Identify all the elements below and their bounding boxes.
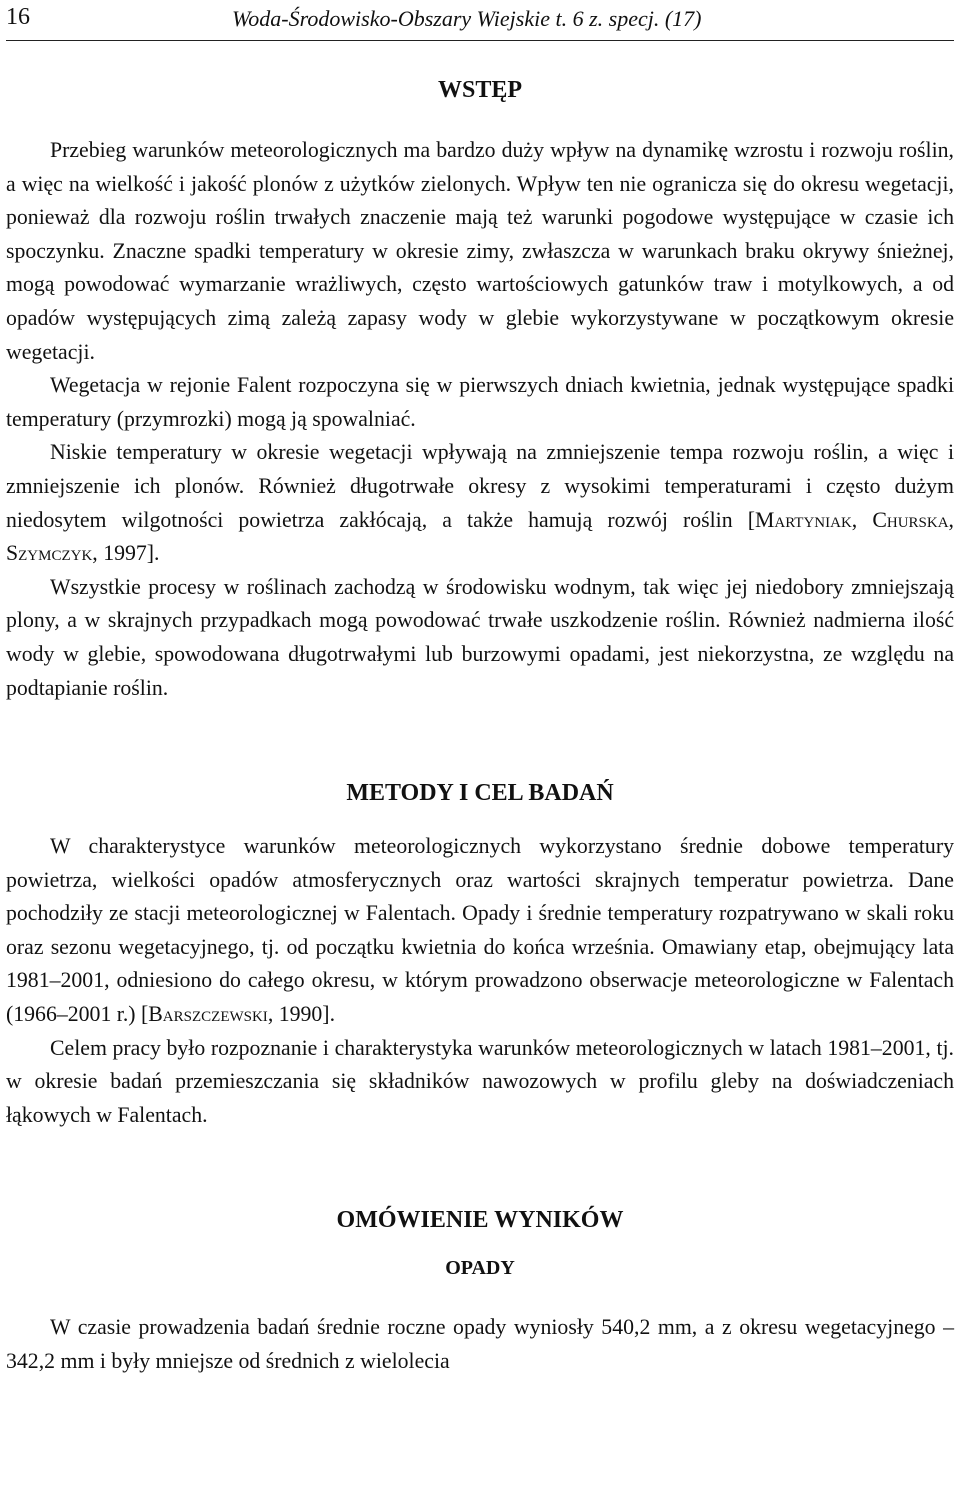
paragraph-wstep-3 bbox=[6, 436, 954, 570]
paragraph-metody-1 bbox=[6, 830, 954, 1032]
paragraph-wstep-1: Przebieg warunków meteorologicznych ma bardzo duży wpływ na dynamikę wzrostu i rozwoju roślin, a więc na wielkość i jakość plonów z użytków zielonych. Wpływ ten nie ogranicza się do okresu wegetacji, ponieważ dla rozwoju roślin trwałych znaczenie mają też warunki pogodowe występujące w czasie ich spoczynku. Znaczne spadki temperatury w okresie zimy, zwłaszcza w warunkach braku okrywy śnieżnej, mogą powodować wymarzanie wrażliwych, często wartościowych gatunków traw i motylkowych, a od opadów występujących zimą zależą zapasy wody w glebie wykorzystywane w początkowym okresie wegetacji. bbox=[6, 138, 954, 364]
paragraph-text: Niskie temperatury w okresie wegetacji wpływają na zmniejszenie tempa rozwoju roślin, a więc i zmniejszenie ich plonów. Również długotrwałe okresy z wysokimi temperaturami i często dużym niedosytem wilgotności powietrza zakłócają, a także hamują rozwój roślin [ bbox=[6, 440, 954, 532]
citation-authors: Martyniak, Churska, Szymczyk bbox=[6, 507, 954, 566]
section-title-metody: METODY I CEL BADAŃ bbox=[346, 780, 614, 807]
running-title: Woda-Środowisko-Obszary Wiejskie t. 6 z. specj. (17) bbox=[232, 6, 702, 31]
paragraph-opady-1: W czasie prowadzenia badań średnie roczne opady wyniosły 540,2 mm, a z okresu wegetacyjnego – 342,2 mm i były mniejsze od średnich z wielolecia bbox=[6, 1315, 954, 1374]
paragraph-text: W charakterystyce warunków meteorologicznych wykorzystano średnie dobowe temperatury powietrza, wielkości opadów atmosferycznych oraz wartości skrajnych temperatur powietrza. Dane pochodziły ze stacji meteorologicznej w Falentach. Opady i średnie temperatury rozpatrywano w skali roku oraz sezonu wegetacyjnego, tj. od początku kwietnia do końca września. Omawiany etap, obejmujący lata 1981–2001, odniesiono do całego okresu, w którym prowadzono obserwacje meteorologiczne w Falentach (1966–2001 r.) [ bbox=[6, 834, 954, 1027]
citation-year: , 1997]. bbox=[92, 541, 160, 566]
page-body bbox=[6, 62, 954, 1379]
section-title-wstep: WSTĘP bbox=[437, 77, 523, 103]
paragraph-wstep-2: Wegetacja w rejonie Falent rozpoczyna się w pierwszych dniach kwietnia, jednak występujące spadki temperatury (przymrozki) mogą ją spowalniać. bbox=[6, 373, 954, 431]
page-number: 16 bbox=[6, 4, 30, 30]
citation-authors: Barszczewski bbox=[148, 1002, 268, 1027]
paragraph-wstep-4: Wszystkie procesy w roślinach zachodzą w środowisku wodnym, tak więc jej niedobory zmniejszają plony, a w skrajnych przypadkach mogą powodować trwałe uszkodzenie roślin. Również nadmierna ilość wody w glebie, spowodowana długotrwałymi lub burzowymi opadami, jest niekorzystna, ze względu na podtapianie roślin. bbox=[6, 574, 954, 700]
subsection-title-opady: OPADY bbox=[445, 1257, 515, 1280]
paragraph-metody-2: Celem pracy było rozpoznanie i charakterystyka warunków meteorologicznych w latach 1981–2001, tj. w okresie badań przemieszczania się składników nawozowych w profilu gleby na doświadczeniach łąkowych w Falentach. bbox=[6, 1035, 954, 1127]
citation-year: , 1990]. bbox=[267, 1002, 336, 1027]
running-header bbox=[6, 2, 954, 41]
section-title-omowienie: OMÓWIENIE WYNIKÓW bbox=[336, 1207, 624, 1234]
